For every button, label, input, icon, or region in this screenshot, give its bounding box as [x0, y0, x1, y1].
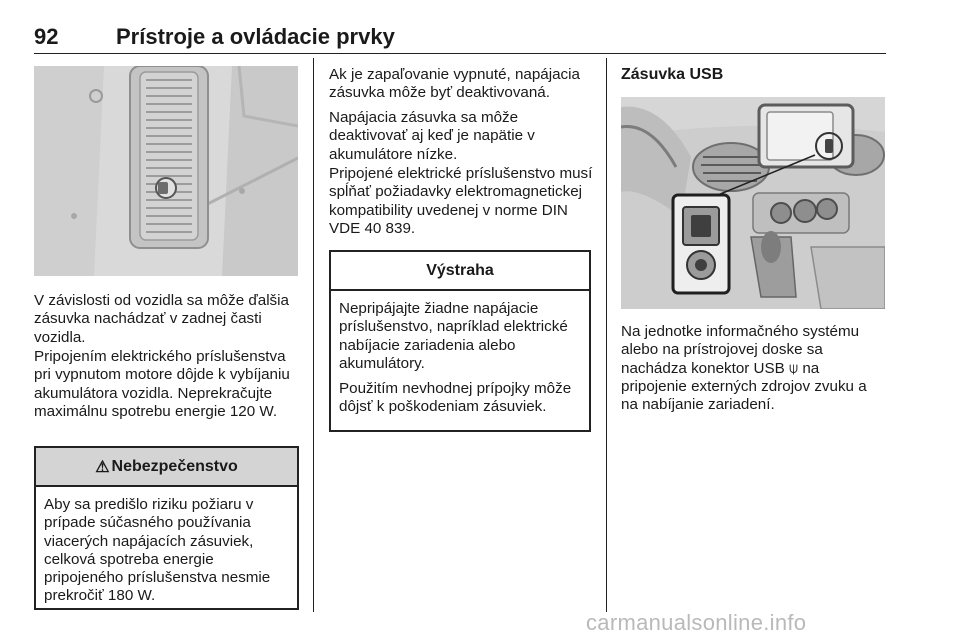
danger-box-body: [36, 487, 297, 606]
warning-box-header: [331, 252, 589, 291]
page-number: 92: [34, 24, 59, 49]
paragraph-low-voltage: Napájacia zásuvka sa môže deaktivovať aj keď je napätie v akumulátore nízke.: [329, 109, 535, 163]
paragraph-engine-off-warning: Pripojením elektrického príslušenstva pri vypnutom motore dôjde k vybíjaniu akumulátora vozidla. Neprekračujte maximálnu spotrebu energie 120 W.: [34, 348, 290, 420]
warning-box-text-2: Použitím nevhodnej prípojky môže dôjsť k poškodeniam zásuviek.: [339, 380, 572, 416]
paragraph-emc-norm: Pripojené elektrické príslušenstvo musí spĺňať požiadavky elektromagnetickej kompatibility uvedenej v norme DIN VDE 40 839.: [329, 165, 593, 237]
danger-box: [34, 446, 299, 610]
paragraph-rear-socket: V závislosti od vozidla sa môže ďalšia zásuvka nachádzať v zadnej časti vozidla.: [34, 292, 289, 346]
page-header: [34, 24, 886, 54]
paragraph-usb-description: Na jednotke informačného systému alebo na prístrojovej doske sa nachádza konektor USB ⍦ na pripojenie externých zdrojov zvuku a na nabíjanie zariadení.: [621, 323, 867, 414]
page-title: Prístroje a ovládacie prvky: [116, 24, 395, 49]
danger-box-title: Nebezpečenstvo: [111, 457, 238, 475]
column-divider-2: [606, 58, 607, 612]
warning-box-text-1: Nepripájajte žiadne napájacie príslušenstvo, napríklad elektrické nabíjacie zariadenia alebo akumulátory.: [339, 300, 568, 372]
warning-triangle-icon: ⚠: [95, 458, 110, 476]
usb-socket-illustration: [621, 97, 885, 309]
warning-box-body: [331, 291, 589, 417]
rear-socket-illustration: [34, 66, 298, 276]
column-divider-1: [313, 58, 314, 612]
danger-box-text: Aby sa predišlo riziku požiaru v prípade súčasného používania viacerých napájacích zásuviek, celková spotreba energie pripojeného príslušenstva nesmie prekročiť 180 W.: [44, 496, 271, 605]
danger-box-header: [36, 448, 297, 487]
warning-box-title: Výstraha: [426, 261, 494, 279]
section-title-usb: Zásuvka USB: [621, 66, 724, 83]
warning-box: [329, 250, 591, 432]
paragraph-ignition-off: Ak je zapaľovanie vypnuté, napájacia zásuvka môže byť deaktivovaná.: [329, 66, 580, 102]
watermark: carmanualsonline.info: [586, 610, 807, 635]
header-divider: [34, 53, 886, 54]
